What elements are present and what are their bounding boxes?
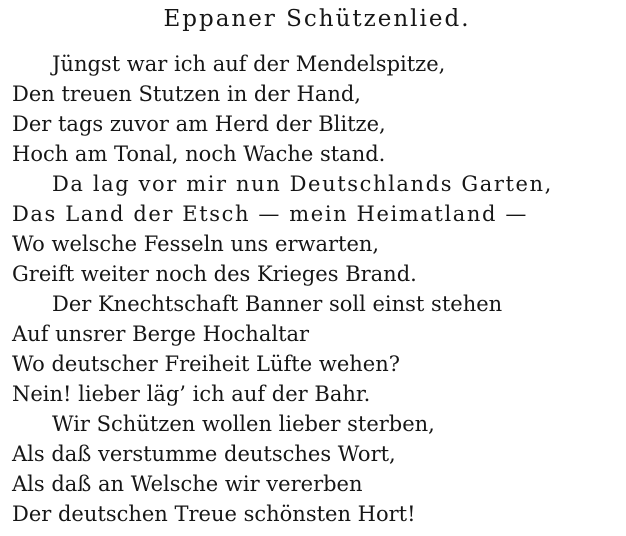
verse-line: Nein! lieber läg’ ich auf der Bahr. xyxy=(12,382,371,406)
verse-line: Hoch am Tonal, noch Wache stand. xyxy=(12,142,386,166)
verse-line: Greift weiter noch des Krieges Brand. xyxy=(12,262,417,286)
verse-line: Der Knechtschaft Banner soll einst stehen xyxy=(52,292,503,316)
verse-line: Als daß verstumme deutsches Wort, xyxy=(12,442,396,466)
stanza-2 xyxy=(12,169,618,289)
verse-line: Das Land der Etsch — mein Heimatland — xyxy=(12,202,528,226)
verse-line: Wo deutscher Freiheit Lüfte wehen? xyxy=(12,352,400,376)
verse-line: Wir Schützen wollen lieber sterben, xyxy=(52,412,435,436)
verse-line: Der deutschen Treue schönsten Hort! xyxy=(12,502,416,526)
stanza-3 xyxy=(12,289,618,409)
verse-line: Wo welsche Fesseln uns erwarten, xyxy=(12,232,380,256)
verse-line: Da lag vor mir nun Deutschlands Garten, xyxy=(52,172,553,196)
stanza-4 xyxy=(12,409,618,529)
stanza-1 xyxy=(12,49,618,169)
verse-line: Den treuen Stutzen in der Hand, xyxy=(12,82,361,106)
verse-line: Der tags zuvor am Herd der Blitze, xyxy=(12,112,386,136)
verse-line: Als daß an Welsche wir vererben xyxy=(12,472,363,496)
verse-line: Jüngst war ich auf der Mendelspitze, xyxy=(52,52,446,76)
poem-title: Eppaner Schützenlied. xyxy=(163,6,471,32)
verse-line: Auf unsrer Berge Hochaltar xyxy=(12,322,310,346)
